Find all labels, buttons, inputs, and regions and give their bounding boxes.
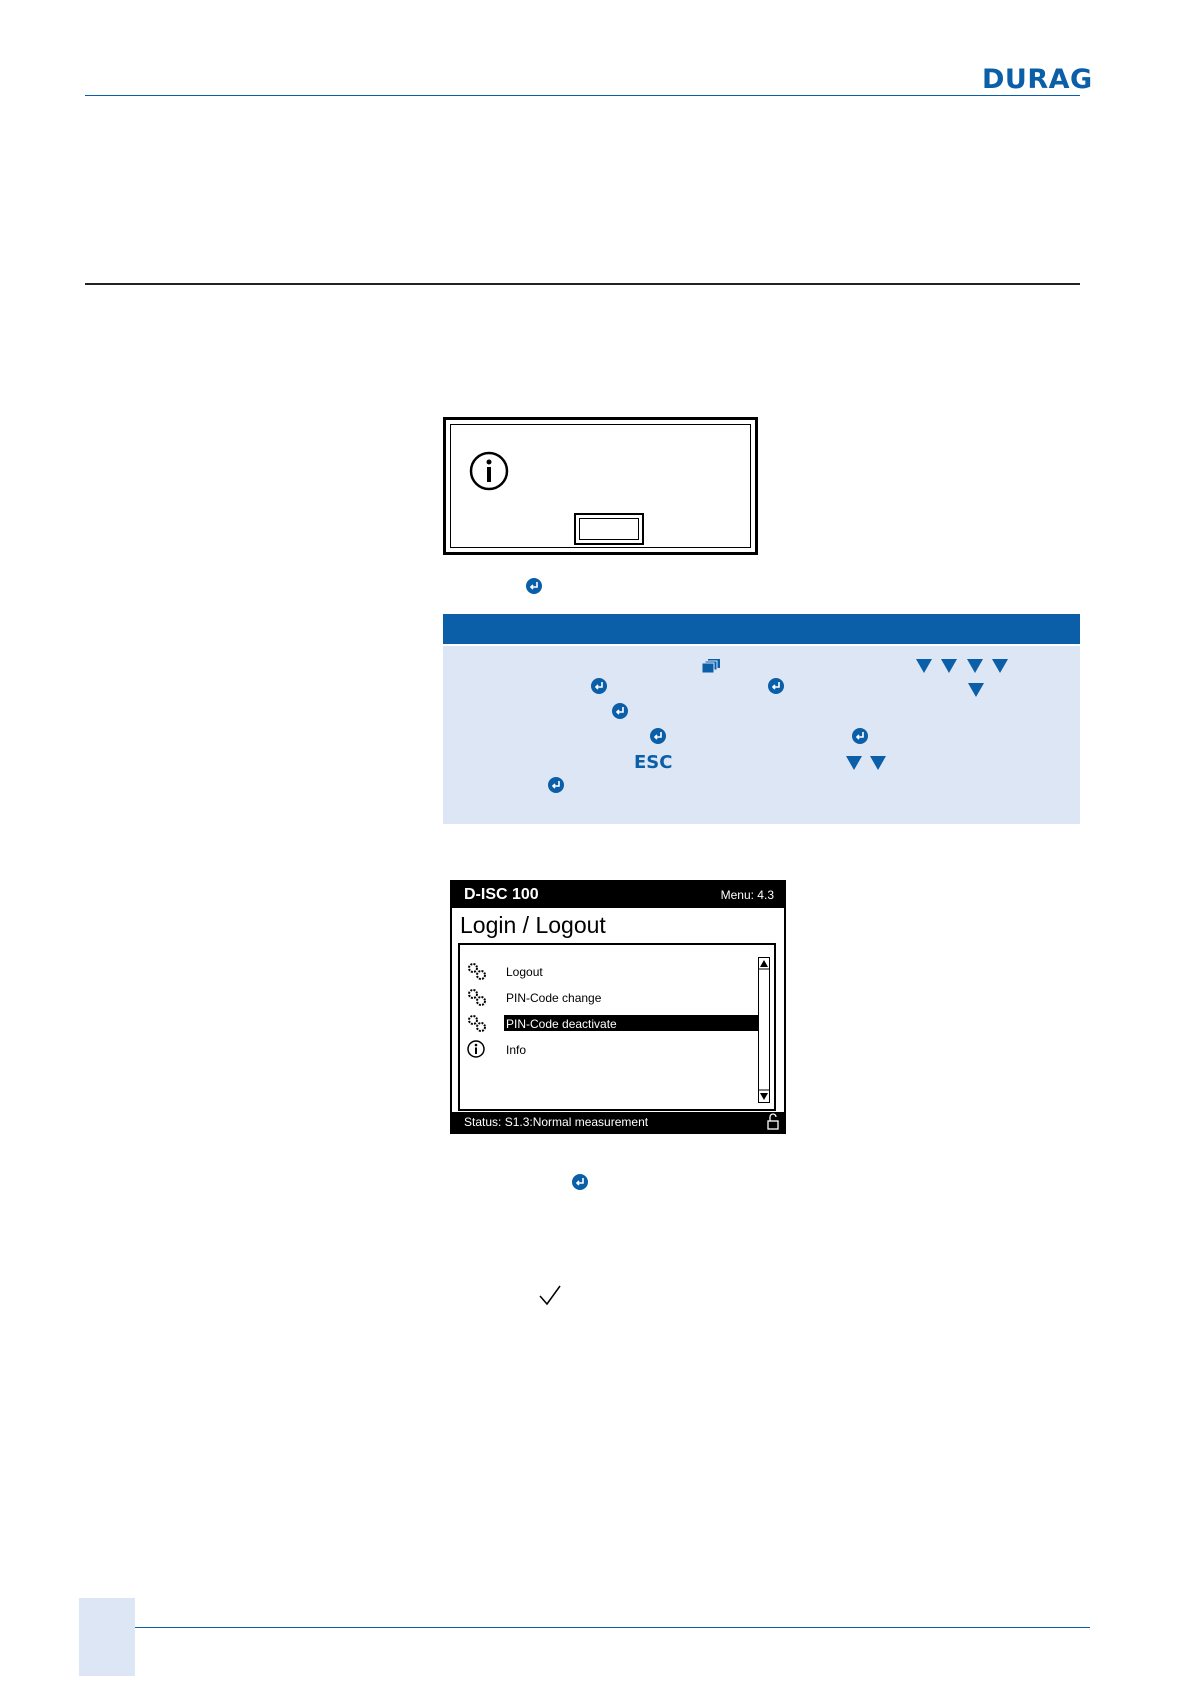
enter-key-icon <box>852 728 868 744</box>
enter-key-icon <box>591 678 607 694</box>
enter-key-icon <box>548 777 564 793</box>
down-arrow-icon-group <box>846 756 886 775</box>
section-rule <box>85 283 1080 285</box>
procedure-header-bar <box>443 614 1080 644</box>
down-arrow-icon <box>992 659 1008 673</box>
footer-rule <box>135 1627 1090 1628</box>
dialog-ok-button[interactable] <box>574 513 644 545</box>
gears-icon <box>466 1013 488 1036</box>
status-bar <box>452 1112 784 1132</box>
enter-key-icon <box>650 728 666 744</box>
info-icon <box>466 1039 486 1062</box>
device-name: D-ISC 100 <box>464 886 539 903</box>
menu-item-pin-code-deactivate[interactable] <box>460 1015 760 1033</box>
menu-item-pin-code-change[interactable] <box>460 989 760 1007</box>
enter-key-icon <box>526 578 542 594</box>
menu-item-logout[interactable] <box>460 963 760 981</box>
esc-key-label: ESC <box>634 752 673 773</box>
windows-icon <box>702 658 722 679</box>
down-arrow-icon-group <box>916 659 1008 678</box>
menu-number: Menu: 4.3 <box>720 888 774 902</box>
down-arrow-icon <box>916 659 932 673</box>
check-icon <box>538 1284 562 1311</box>
menu-item-label: Info <box>506 1043 527 1057</box>
status-text: Status: S1.3:Normal measurement <box>464 1115 649 1129</box>
unlock-icon <box>766 1113 780 1134</box>
down-arrow-icon <box>941 659 957 673</box>
enter-key-icon <box>572 1174 588 1190</box>
screen-title-bar <box>452 882 784 908</box>
info-dialog <box>443 417 758 555</box>
header-rule <box>85 95 1080 96</box>
menu-scrollbar[interactable] <box>758 957 770 1103</box>
down-arrow-icon <box>968 683 984 702</box>
screen-heading: Login / Logout <box>460 912 606 938</box>
down-arrow-icon <box>846 756 862 770</box>
device-screen <box>450 880 786 1134</box>
down-arrow-icon <box>870 756 886 770</box>
enter-key-icon <box>612 703 628 719</box>
menu-item-label: PIN-Code change <box>506 991 602 1005</box>
info-icon <box>469 451 509 496</box>
menu-item-label: Logout <box>506 965 543 979</box>
down-arrow-icon <box>967 659 983 673</box>
enter-key-icon <box>768 678 784 694</box>
menu-panel <box>458 943 776 1111</box>
durag-logo: DURAG <box>982 64 1093 95</box>
menu-item-label: PIN-Code deactivate <box>506 1017 617 1031</box>
gears-icon <box>466 987 488 1010</box>
menu-item-info[interactable] <box>460 1041 760 1059</box>
gears-icon <box>466 961 488 984</box>
dialog-frame <box>450 424 751 548</box>
page-number-box <box>79 1598 135 1676</box>
